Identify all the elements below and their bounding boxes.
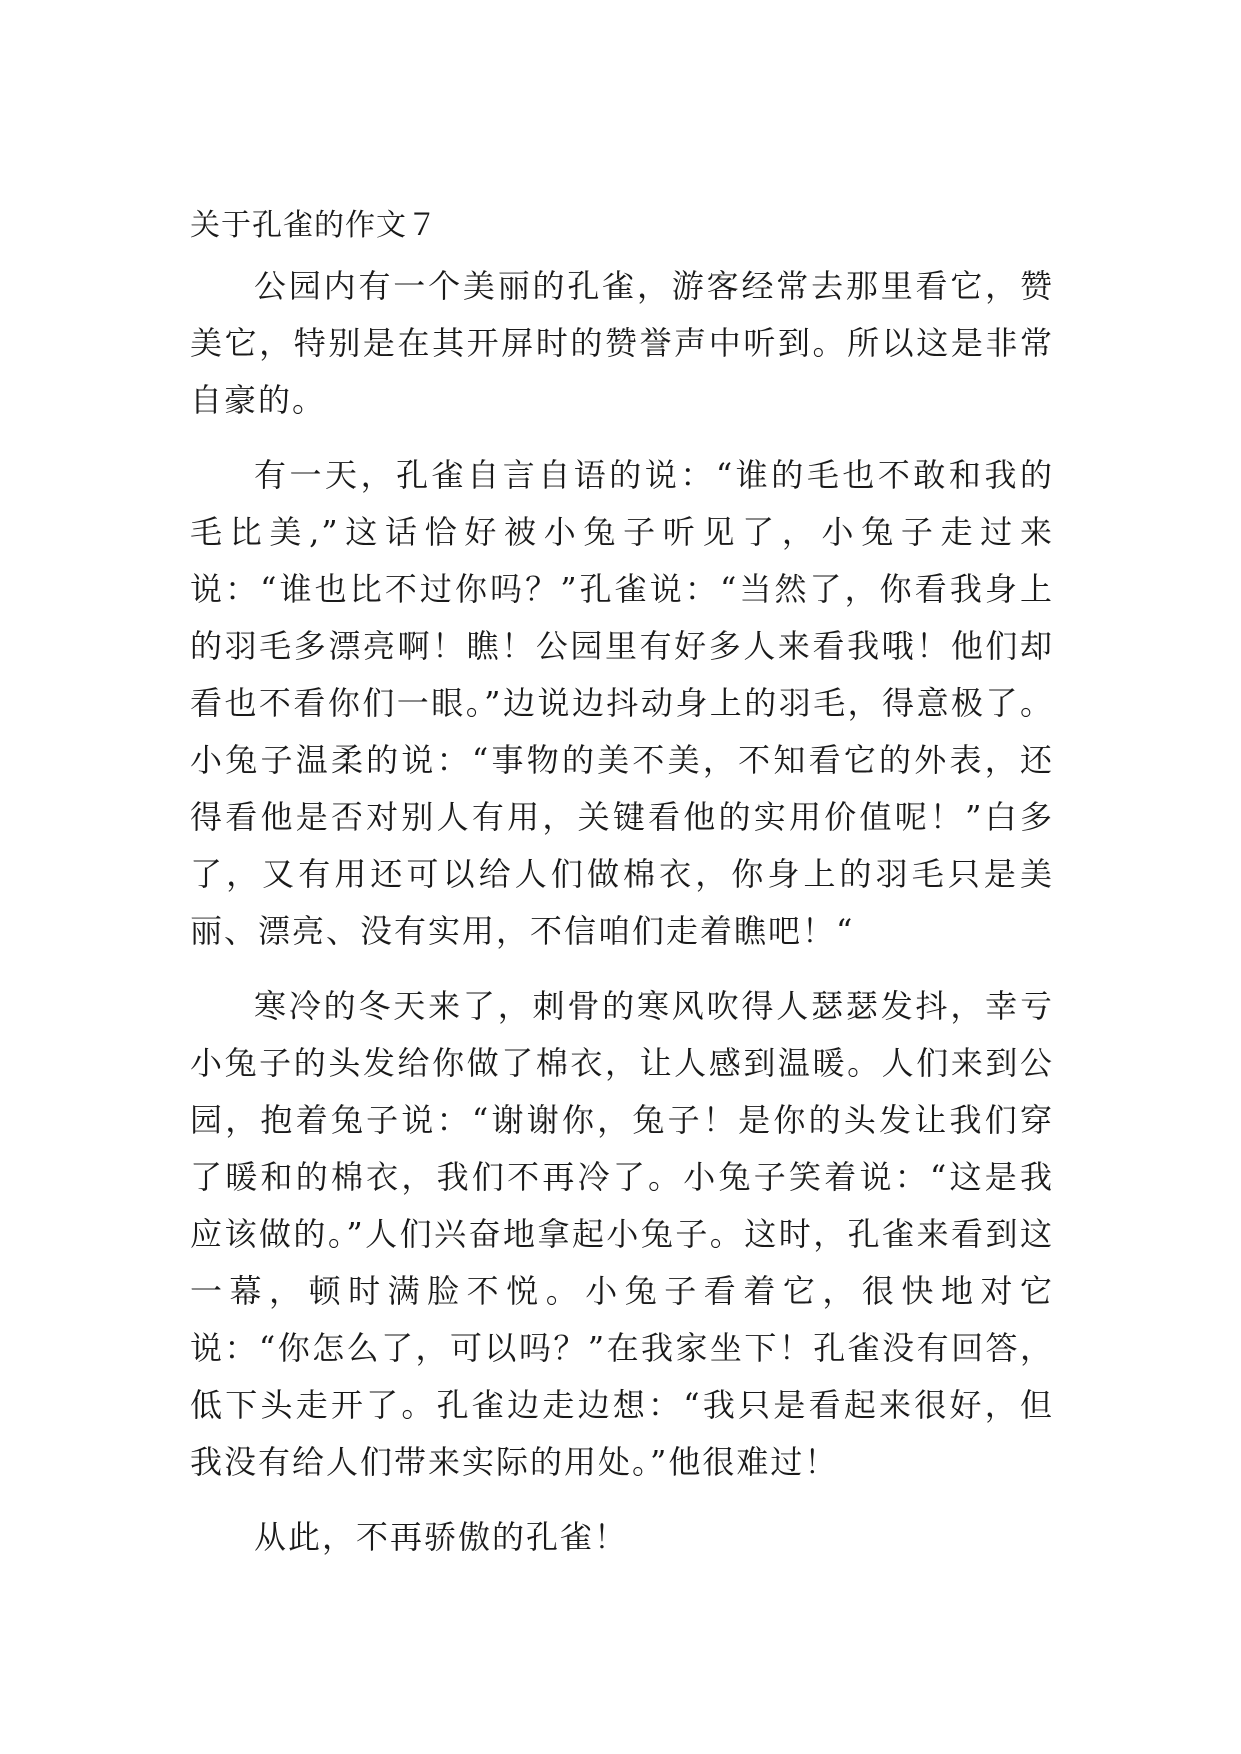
paragraph-3: 寒冷的冬天来了，刺骨的寒风吹得人瑟瑟发抖，幸亏小兔子的头发给你做了棉衣，让人感到温暖。人们来到公园，抱着兔子说：“谢谢你，兔子！是你的头发让我们穿了暖和的棉衣，我们不再冷了。小兔子笑着说：“这是我应该做的。”人们兴奋地拿起小兔子。这时，孔雀来看到这一幕，顿时满脸不悦。小兔子看着它，很快地对它说：“你怎么了，可以吗？”在我家坐下！孔雀没有回答，低下头走开了。孔雀边走边想：“我只是看起来很好，但我没有给人们带来实际的用处。”他很难过！ [190,987,1054,1481]
document-title: 关于孔雀的作文７ [190,208,438,243]
paragraph-2: 有一天，孔雀自言自语的说：“谁的毛也不敢和我的毛比美,”这话恰好被小兔子听见了，小兔子走过来说：“谁也比不过你吗？”孔雀说：“当然了，你看我身上的羽毛多漂亮啊！瞧！公园里有好多人来看我哦！他们却看也不看你们一眼。”边说边抖动身上的羽毛，得意极了。小兔子温柔的说：“事物的美不美，不知看它的外表，还得看他是否对别人有用，关键看他的实用价值呢！”白多了，又有用还可以给人们做棉衣，你身上的羽毛只是美丽、漂亮、没有实用，不信咱们走着瞧吧！“ [190,456,1054,950]
document-body [190,208,1054,1566]
paragraph-4: 从此，不再骄傲的孔雀！ [254,1518,629,1556]
paragraph-1: 公园内有一个美丽的孔雀，游客经常去那里看它，赞美它，特别是在其开屏时的赞誉声中听到。所以这是非常自豪的。 [190,267,1054,419]
